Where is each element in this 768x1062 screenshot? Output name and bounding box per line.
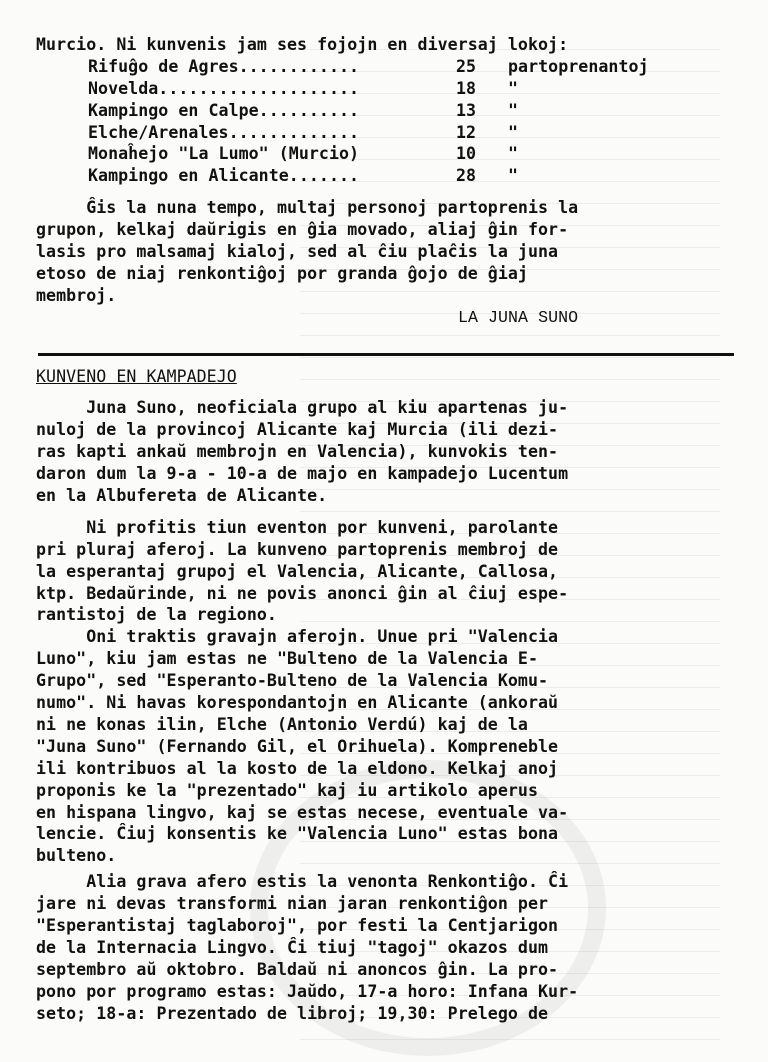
text-line: Grupo", sed "Esperanto-Bulteno de la Valencia Komu- [36,671,549,691]
text-line: Alia grava afero estis la venonta Renkontiĝo. Ĉi [36,872,569,892]
table-row [88,100,736,122]
article-paragraph-3 [36,871,736,1024]
text-line: lencie. Ĉiuj konsentis ke "Valencia Luno" estas bona [36,824,559,844]
text-line: "Juna Suno" (Fernando Gil, el Orihuela). Kompreneble [36,736,559,756]
text-line: la esperantaj grupoj el Valencia, Alicante, Callosa, [36,561,559,581]
meeting-place: Elche/Arenales............. [88,122,360,142]
text-line: bulteno. [36,846,117,866]
text-line: Luno", kiu jam estas ne "Bulteno de la Valencia E- [36,649,539,669]
meeting-unit: " [508,122,519,142]
meeting-count: 12 [456,122,477,142]
text-line: etoso de niaj renkontiĝoj por granda ĝojo de ĝiaj [36,263,528,283]
text-line: septembro aŭ oktobro. Baldaŭ ni anoncos ĝin. La pro- [36,959,559,979]
text-line: numo". Ni havas korespondantojn en Alicante (ankoraŭ [36,693,559,713]
text-line: pono por programo estas: Jaŭdo, 17-a horo: Infana Kur- [36,981,579,1001]
text-line: nuloj de la provincoj Alicante kaj Murcia (ili dezi- [36,420,559,440]
table-row [88,165,736,187]
text-line: Ni profitis tiun eventon por kunveni, parolante [36,517,559,537]
table-row [88,56,736,78]
text-line: ktp. Bedaŭrinde, ni ne povis anonci ĝin al ĉiuj espe- [36,583,569,603]
meeting-unit: " [508,78,519,98]
meeting-place: Rifuĝo de Agres............ [88,56,360,76]
meeting-unit: partoprenantoj [508,56,649,76]
text-line: jare ni devas transformi nian jaran renkontiĝon per [36,894,549,914]
text-line: en hispana lingvo, kaj se estas necese, eventuale va- [36,802,569,822]
meetings-table [88,56,736,187]
text-line: ni ne konas ilin, Elche (Antonio Verdú) kaj de la [36,714,528,734]
table-row [88,78,736,100]
table-row [88,122,736,144]
text-line: ras kapti ankaŭ membrojn en Valencia), kunvokis ten- [36,442,559,462]
text-line: de la Internacia Lingvo. Ĉi tiuj "tagoj" okazos dum [36,937,549,957]
article-paragraph-1 [36,397,736,506]
meeting-place: Monaĥejo "La Lumo" (Murcio) [88,144,360,164]
text-line: "Esperantistaj taglaboroj", por festi la Centjarigon [36,915,559,935]
meeting-count: 13 [456,100,477,120]
document-body [36,34,736,1024]
article-heading: KUNVENO EN KAMPADEJO [36,366,237,386]
section-divider [38,353,734,356]
text-line: pri pluraj aferoj. La kunveno partoprenis membroj de [36,539,559,559]
meeting-count: 10 [456,144,477,164]
text-line: seto; 18-a: Prezentado de libroj; 19,30: Prelego de [36,1003,549,1023]
meeting-unit: " [508,166,519,186]
table-row [88,143,736,165]
meeting-count: 28 [456,166,477,186]
text-line: lasis pro malsamaj kialoj, sed al ĉiu plaĉis la juna [36,242,559,262]
text-line: membroj. [36,285,117,305]
meeting-count: 25 [456,56,477,76]
closing-paragraph [36,197,736,306]
meeting-place: Novelda.................... [88,78,360,98]
meeting-place: Kampingo en Calpe.......... [88,100,360,120]
article-paragraph-2 [36,517,736,867]
text-line: rantistoj de la regiono. [36,605,277,625]
meeting-unit: " [508,100,519,120]
text-line: ili kontribuos al la kosto de la eldono. Kelkaj anoj [36,758,559,778]
text-line: Oni traktis gravajn aferojn. Unue pri "Valencia [36,627,559,647]
text-line: daron dum la 9-a - 10-a de majo en kampadejo Lucentum [36,464,569,484]
text-line: proponis ke la "prezentado" kaj iu artikolo aperus [36,780,539,800]
signature: LA JUNA SUNO [458,307,579,327]
text-line: en la Albufereta de Alicante. [36,486,328,506]
text-line: Ĝis la nuna tempo, multaj personoj partoprenis la [36,198,579,218]
meeting-count: 18 [456,78,477,98]
text-line: Juna Suno, neoficiala grupo al kiu apartenas ju- [36,398,569,418]
intro-line: Murcio. Ni kunvenis jam ses fojojn en diversaj lokoj: [36,35,569,54]
meeting-unit: " [508,144,519,164]
meeting-place: Kampingo en Alicante....... [88,166,360,186]
text-line: grupon, kelkaj daŭrigis en ĝia movado, aliaj ĝin for- [36,220,569,240]
